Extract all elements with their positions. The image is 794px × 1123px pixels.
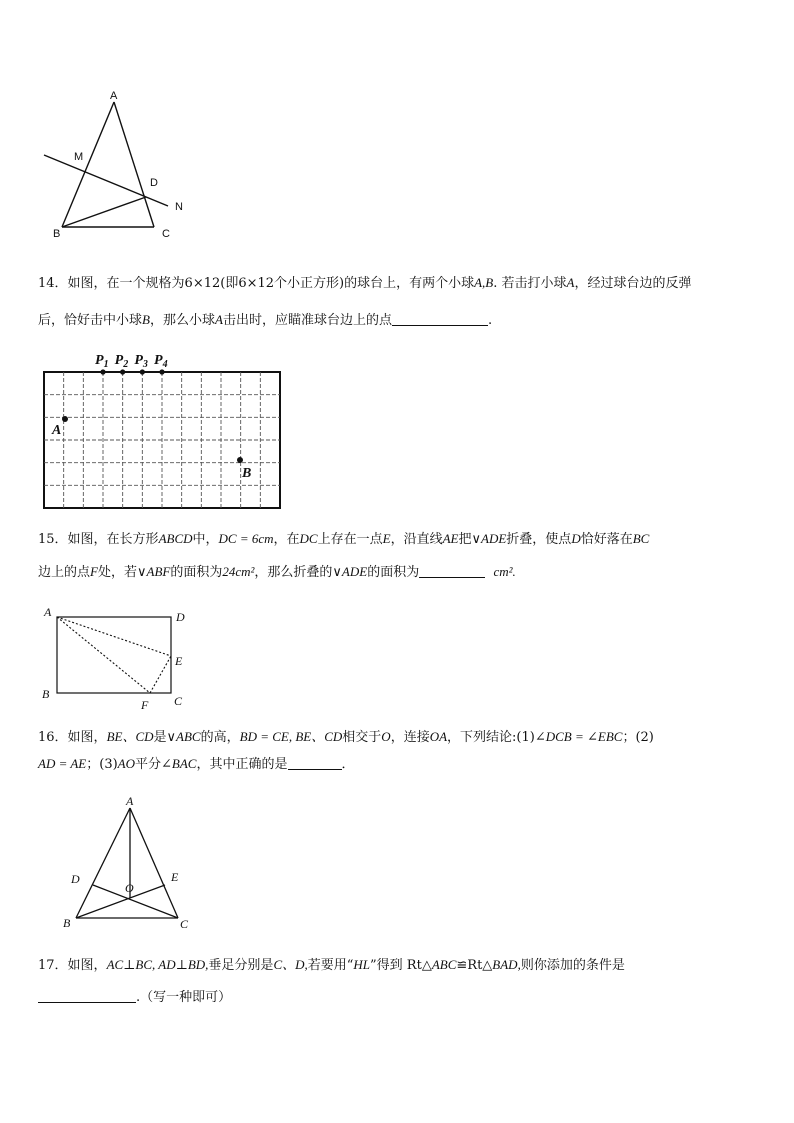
- text: 如图，在长方形: [67, 532, 159, 547]
- text: .: [487, 313, 493, 328]
- text: 边上的点: [38, 565, 91, 580]
- question-16-line-2: [38, 749, 758, 780]
- text: ；(3): [86, 757, 118, 772]
- text: ≌Rt△: [456, 958, 493, 973]
- ball-a: [62, 416, 68, 422]
- text: 后，恰好击中小球: [38, 313, 143, 328]
- label-a: A: [110, 90, 118, 102]
- label-c: C: [180, 917, 189, 931]
- label-c: C: [174, 694, 183, 708]
- math: F: [90, 564, 98, 579]
- label-d: D: [176, 610, 185, 624]
- math: AO: [117, 756, 136, 771]
- math: 24cm²: [222, 564, 255, 579]
- text: 的面积为: [170, 565, 223, 580]
- math: AD = AE: [38, 756, 87, 771]
- math: cm².: [493, 564, 516, 579]
- math: OA: [429, 729, 448, 744]
- question-14-line-1: [38, 268, 758, 299]
- question-17-line-1: [38, 950, 758, 981]
- text: ，连接: [390, 730, 430, 745]
- math: A: [566, 275, 575, 290]
- label-d: D: [150, 177, 158, 189]
- math: BAD,: [492, 957, 521, 972]
- point-p4: [159, 369, 164, 374]
- label-d: D: [71, 872, 80, 886]
- point-p3-label: $P_3$: [134, 353, 148, 370]
- math: BC: [632, 531, 650, 546]
- answer-blank[interactable]: [419, 563, 485, 578]
- text: ，经过球台边的反弹: [574, 276, 692, 291]
- math: DC: [299, 531, 318, 546]
- question-16: [38, 722, 758, 780]
- math: O: [381, 729, 391, 744]
- math: ∨ABF: [136, 564, 171, 579]
- text: ，其中正确的是: [196, 757, 288, 772]
- text: 把: [458, 532, 472, 547]
- answer-blank[interactable]: [392, 311, 488, 326]
- math: HL: [353, 957, 371, 972]
- question-15-line-1: [38, 524, 758, 555]
- math: ABCD: [158, 531, 193, 546]
- math: BE、CD: [106, 729, 154, 744]
- text: ，那么小球: [149, 313, 215, 328]
- label-e: E: [175, 654, 183, 668]
- point-p2: [120, 369, 125, 374]
- text: . 若击打小球: [493, 276, 567, 291]
- math: DC = 6cm: [218, 531, 274, 546]
- text: ，下列结论:(1): [447, 730, 535, 745]
- text: 上存在一点: [317, 532, 383, 547]
- question-number: 14．: [38, 276, 68, 291]
- math: ∨ADE: [471, 531, 507, 546]
- label-b: B: [53, 228, 61, 240]
- text: 折叠，使点: [506, 532, 572, 547]
- text: ，沿直线: [390, 532, 443, 547]
- question-14: [38, 268, 758, 336]
- text: 处，若: [97, 565, 137, 580]
- text: 如图，在一个规格为6×12(即6×12个小正方形)的球台上，有两个小球: [67, 276, 475, 291]
- math: A,B: [474, 275, 494, 290]
- text: 平分: [135, 757, 162, 772]
- label-o: O: [125, 881, 134, 895]
- text: 垂足分别是: [208, 958, 274, 973]
- label-b: B: [42, 687, 50, 701]
- math: ABC: [431, 957, 457, 972]
- text: 的高，: [200, 730, 240, 745]
- math: ∨ADE: [332, 564, 368, 579]
- math: B: [142, 312, 150, 327]
- question-15-line-2: [38, 557, 758, 588]
- math: E: [382, 531, 391, 546]
- label-f: F: [141, 698, 149, 712]
- math: D: [571, 531, 581, 546]
- ball-a-label: A: [52, 423, 62, 438]
- math: A: [214, 312, 223, 327]
- label-a: A: [44, 605, 52, 619]
- question-15: [38, 524, 758, 588]
- text: 若要用“: [307, 958, 354, 973]
- text: 恰好落在: [580, 532, 633, 547]
- text: 如图，: [67, 958, 107, 973]
- question-14-line-2: [38, 305, 758, 336]
- text: 击出时，应瞄准球台边上的点: [222, 313, 392, 328]
- ball-b: [237, 457, 243, 463]
- label-a: A: [126, 794, 134, 808]
- rectangle-fold-figure: [38, 604, 198, 714]
- math: BD = CE, BE、CD: [239, 729, 343, 744]
- text: 的面积为: [367, 565, 420, 580]
- label-b: B: [63, 916, 71, 930]
- text: 是: [153, 730, 167, 745]
- question-17: [38, 950, 758, 1013]
- label-c: C: [162, 228, 170, 240]
- label-e: E: [171, 870, 179, 884]
- math: ∨ABC: [166, 729, 201, 744]
- math: AE: [442, 531, 459, 546]
- text: 中，: [192, 532, 219, 547]
- text: .（写一种即可）: [136, 990, 232, 1005]
- text: ．: [341, 757, 355, 772]
- text: ；(2): [622, 730, 654, 745]
- answer-blank[interactable]: [38, 988, 136, 1003]
- math: AC⊥BC, AD⊥BD,: [106, 957, 209, 972]
- billiard-table-figure: [40, 342, 290, 514]
- math: ∠DCB = ∠EBC: [534, 729, 623, 744]
- text: ，那么折叠的: [254, 565, 333, 580]
- ball-b-label: B: [242, 466, 252, 481]
- question-number: 15．: [38, 532, 68, 547]
- answer-blank[interactable]: [288, 755, 342, 770]
- math: C、D,: [273, 957, 308, 972]
- question-number: 16．: [38, 730, 68, 745]
- isosceles-triangle-figure: [58, 792, 208, 938]
- point-p2-label: $P_2$: [114, 353, 129, 370]
- point-p4-label: $P_4$: [154, 353, 168, 370]
- point-p1: [100, 369, 105, 374]
- label-m: M: [74, 151, 84, 163]
- math: ∠BAC: [161, 756, 197, 771]
- text: ”得到 Rt△: [370, 958, 432, 973]
- text: ，在: [273, 532, 300, 547]
- point-p3: [140, 369, 145, 374]
- text: 则你添加的条件是: [520, 958, 625, 973]
- triangle-figure-13: [36, 86, 206, 246]
- question-number: 17．: [38, 958, 68, 973]
- text: 相交于: [342, 730, 382, 745]
- point-p1-label: $P_1$: [95, 353, 109, 370]
- label-n: N: [175, 201, 183, 213]
- text: 如图，: [67, 730, 107, 745]
- question-17-line-2: [38, 983, 758, 1013]
